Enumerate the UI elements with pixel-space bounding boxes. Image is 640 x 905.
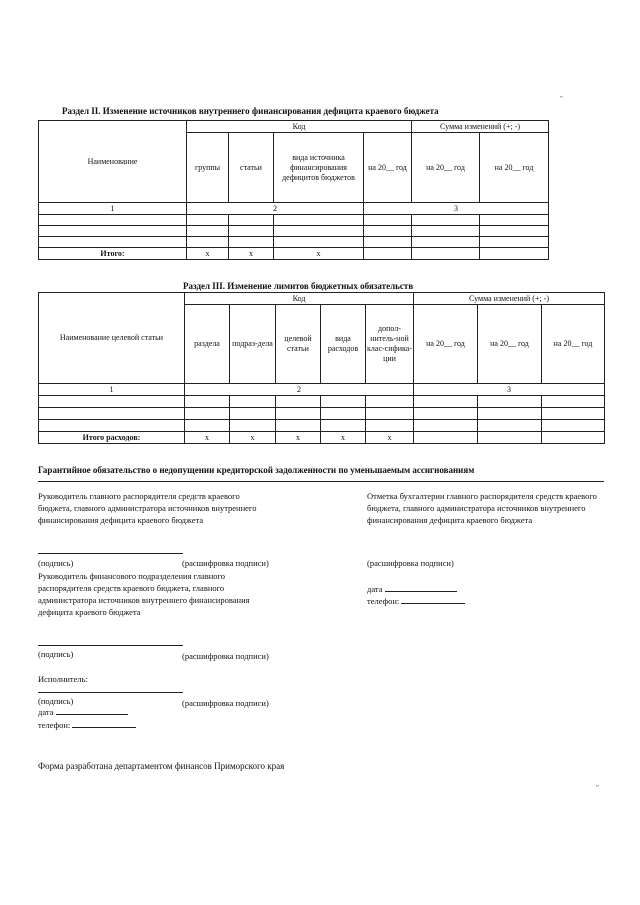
s2-total-x: х (274, 248, 364, 260)
left-decode-1: (расшифровка подписи) (182, 558, 269, 568)
divider (38, 481, 604, 482)
left-sign-2: (подпись) (38, 649, 74, 659)
s2-sub-group: группы (187, 133, 229, 203)
left-head-1: Руководитель главного распорядителя средств краевого бюджета, главного администратора источников внутреннего финансирования дефицита краевого бюджета (38, 491, 257, 525)
signature-line (38, 645, 183, 646)
s3-name-header: Наименование целевой статьи (39, 293, 185, 384)
left-head-2: Руководитель финансового подразделения главного распорядителя средств краевого бюджета, главного администратора источников внутреннего финансирования дефицита краевого бюджета (38, 571, 250, 617)
s2-sub-source: вида источника финансирования дефицитов бюджетов (274, 133, 364, 203)
s3-sub-subsection: подраз-дела (230, 305, 276, 384)
s2-total-x: х (229, 248, 274, 260)
s2-num-1: 1 (39, 203, 187, 215)
table-row (39, 237, 549, 248)
left-sign-1: (подпись) (38, 558, 74, 568)
s3-total-x: х (321, 432, 366, 444)
left-sign-3: (подпись) (38, 696, 74, 706)
table-row (39, 226, 549, 237)
s3-year-2: на 20__ год (478, 305, 542, 384)
s3-total-label: Итого расходов: (39, 432, 185, 444)
date-line (56, 714, 128, 715)
s2-year-2: на 20__ год (412, 133, 480, 203)
right-phone-label: телефон: (367, 596, 400, 606)
s3-year-3: на 20__ год (542, 305, 605, 384)
right-date-label: дата (367, 584, 383, 594)
date-line (385, 591, 457, 592)
scan-mark-bottom: " (596, 784, 599, 792)
phone-line (401, 603, 465, 604)
table-row (39, 396, 605, 408)
s3-total-x: х (366, 432, 414, 444)
s3-num-1: 1 (39, 384, 185, 396)
right-head: Отметка бухгалтерии главного распорядителя средств краевого бюджета, главного администратора источников внутреннего финансирования дефицита краевого бюджета (367, 491, 597, 525)
footer-note: Форма разработана департаментом финансов Приморского края (38, 761, 285, 771)
table-row (39, 408, 605, 420)
signature-line (38, 692, 183, 693)
s2-name-header: Наименование (39, 121, 187, 203)
s2-total-label: Итого: (39, 248, 187, 260)
phone-line (72, 727, 136, 728)
right-date (367, 583, 457, 595)
s2-year-1: на 20__ год (364, 133, 412, 203)
s2-sub-article: статьи (229, 133, 274, 203)
left-decode-2: (расшифровка подписи) (182, 651, 269, 661)
s2-code-header: Код (187, 121, 412, 133)
s3-total-x: х (185, 432, 230, 444)
s3-year-1: на 20__ год (414, 305, 478, 384)
section3-table (38, 292, 605, 444)
s3-sum-header: Сумма изменений (+; -) (414, 293, 605, 305)
left-decode-3: (расшифровка подписи) (182, 698, 269, 708)
guarantee-title: Гарантийное обязательство о недопущении кредиторской задолженности по уменьшаемым ассигнованиям (38, 465, 475, 475)
s3-sub-section: раздела (185, 305, 230, 384)
s3-num-2: 2 (185, 384, 414, 396)
right-decode: (расшифровка подписи) (367, 558, 454, 568)
s3-code-header: Код (185, 293, 414, 305)
s3-sub-expense: вида расходов (321, 305, 366, 384)
section3-title: Раздел III. Изменение лимитов бюджетных обязательств (183, 281, 414, 291)
left-date-label: дата (38, 707, 54, 717)
s2-year-3: на 20__ год (480, 133, 549, 203)
s2-num-2: 2 (187, 203, 364, 215)
right-phone (367, 595, 465, 607)
section2-table (38, 120, 549, 260)
section2-title: Раздел II. Изменение источников внутреннего финансирования дефицита краевого бюджета (62, 106, 439, 116)
s2-num-3: 3 (364, 203, 549, 215)
left-phone-label: телефон: (38, 720, 71, 730)
s2-sum-header: Сумма изменений (+; -) (412, 121, 549, 133)
table-row (39, 215, 549, 226)
left-phone (38, 719, 136, 731)
scan-mark-top: " (560, 95, 563, 103)
s3-total-x: х (276, 432, 321, 444)
executor-label: Исполнитель: (38, 674, 88, 684)
s2-total-x: х (187, 248, 229, 260)
signature-line (38, 553, 183, 554)
s3-total-x: х (230, 432, 276, 444)
s3-sub-extra: допол-нитель-ной клас-сифика-ции (366, 305, 414, 384)
s3-sub-target: целевой статьи (276, 305, 321, 384)
left-date (38, 706, 128, 718)
s3-num-3: 3 (414, 384, 605, 396)
table-row (39, 420, 605, 432)
